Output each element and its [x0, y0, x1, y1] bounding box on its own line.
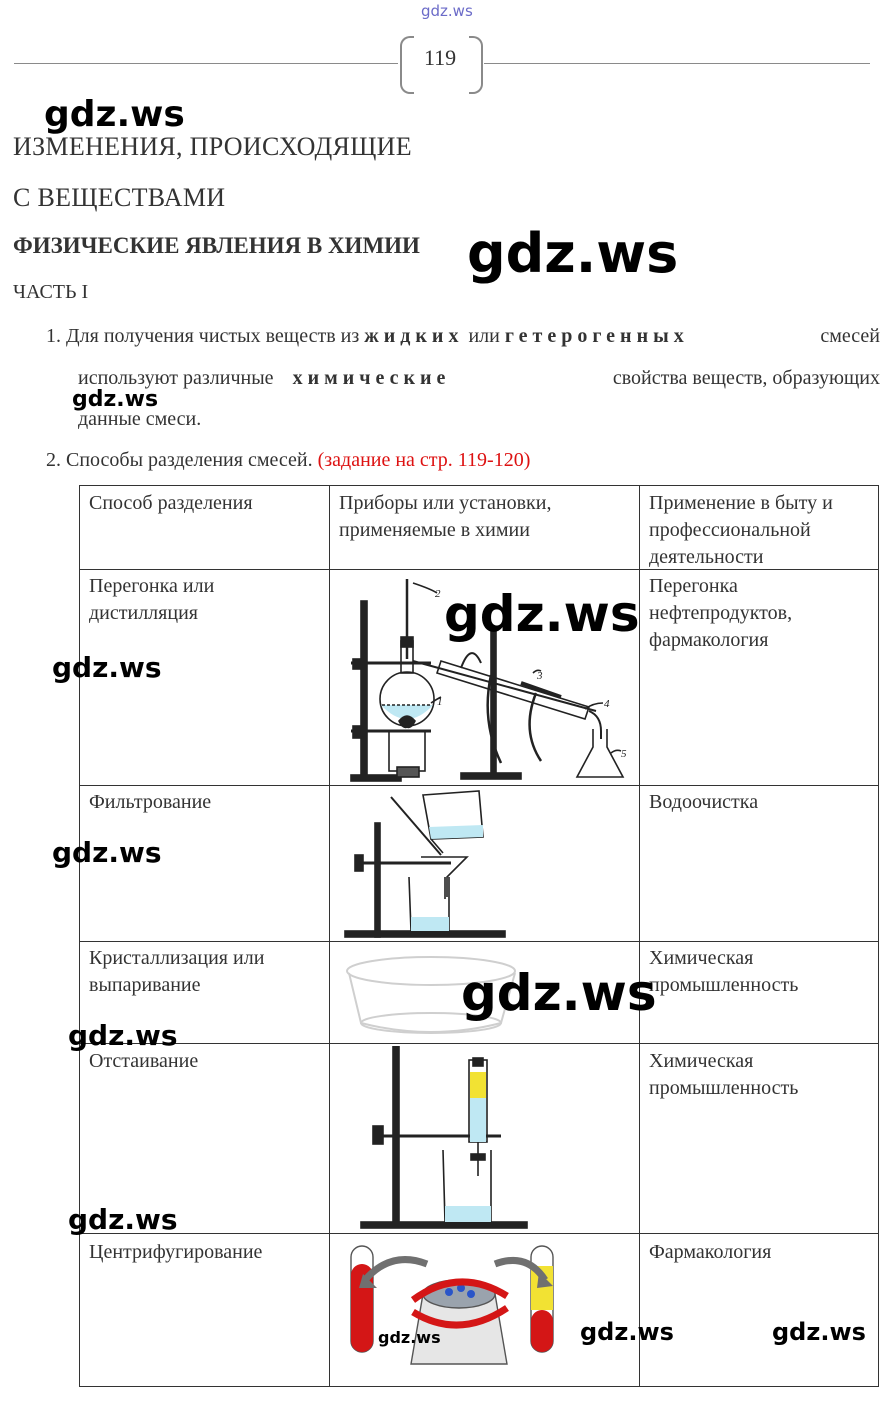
table-header-devices: Приборы или установки, применяемые в химии: [339, 492, 552, 541]
chapter-title-line2: С ВЕЩЕСТВАМИ: [13, 183, 226, 212]
use-crystallization: Химическая промышленность: [649, 947, 799, 996]
apparatus-label: 1: [437, 696, 443, 708]
header-rule-right: [484, 63, 870, 64]
watermark-top: gdz.ws: [421, 2, 473, 20]
part-label: ЧАСТЬ I: [13, 281, 89, 303]
item1-line2: используют различные химические свойства веществ, образующих: [78, 367, 880, 389]
method-distillation: Перегонка или дистилляция: [89, 575, 215, 624]
watermark: gdz.ws: [772, 1318, 866, 1346]
watermark: gdz.ws: [52, 651, 162, 684]
watermark: gdz.ws: [68, 1203, 178, 1236]
header-rule-left: [14, 63, 398, 64]
watermark: gdz.ws: [44, 94, 185, 135]
centrifuge-illustration: [331, 1236, 637, 1386]
filtration-apparatus-illustration: [331, 787, 637, 941]
table-header-use: Применение в быту и профессиональной деятельности: [649, 492, 833, 568]
page-number-bracket-left: [400, 36, 414, 94]
separatory-funnel-illustration: [331, 1046, 637, 1234]
table-header-method: Способ разделения: [89, 492, 253, 514]
apparatus-label: 3: [537, 670, 543, 682]
apparatus-label: 4: [604, 698, 610, 710]
watermark: gdz.ws: [461, 964, 657, 1022]
section-title: ФИЗИЧЕСКИЕ ЯВЛЕНИЯ В ХИМИИ: [13, 233, 420, 258]
item1-line3: данные смеси.: [78, 408, 202, 430]
apparatus-label: 2: [435, 588, 441, 600]
page-number-bracket-right: [469, 36, 483, 94]
use-centrifugation: Фармакология: [649, 1241, 772, 1263]
method-centrifugation: Центрифугирование: [89, 1241, 263, 1263]
page-number: 119: [424, 45, 457, 70]
use-distillation: Перегонка нефтепродуктов, фармакология: [649, 575, 793, 651]
watermark: gdz.ws: [72, 387, 159, 412]
item1-line1: 1. Для получения чистых веществ из жидких или гетерогенных смесей: [46, 325, 880, 347]
use-settling: Химическая промышленность: [649, 1050, 799, 1099]
watermark: gdz.ws: [467, 222, 679, 285]
method-filtration: Фильтрование: [89, 791, 212, 813]
apparatus-label: 5: [621, 748, 627, 760]
watermark: gdz.ws: [580, 1318, 674, 1346]
watermark: gdz.ws: [378, 1328, 441, 1347]
method-crystallization: Кристаллизация или выпаривание: [89, 947, 265, 996]
method-settling: Отстаивание: [89, 1050, 199, 1072]
watermark: gdz.ws: [444, 585, 640, 643]
chapter-title-line1: ИЗМЕНЕНИЯ, ПРОИСХОДЯЩИЕ: [13, 132, 412, 161]
watermark: gdz.ws: [68, 1019, 178, 1052]
item2-line: 2. Способы разделения смесей. (задание на стр. 119-120): [46, 449, 531, 471]
watermark: gdz.ws: [52, 836, 162, 869]
use-filtration: Водоочистка: [649, 791, 759, 813]
